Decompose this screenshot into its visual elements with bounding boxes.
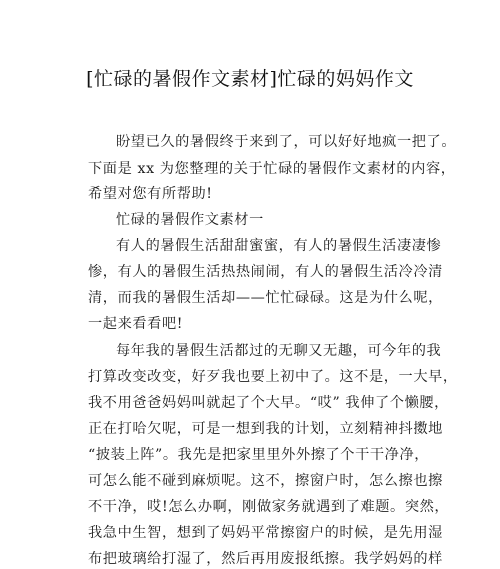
paragraph-line: 我急中生智，想到了妈妈平常擦窗户的时候，是先用湿 [88,525,443,541]
section-heading: 忙碌的暑假作文素材一 [116,212,264,228]
paragraph-line: 布把玻璃给打湿了，然后再用废报纸擦。我学妈妈的样 [88,551,443,567]
paragraph-line: 下面是 xx 为您整理的关于忙碌的暑假作文素材的内容， [88,161,456,177]
document-title: [忙碌的暑假作文素材]忙碌的妈妈作文 [86,68,414,90]
paragraph-line: 不干净，哎!怎么办啊，刚做家务就遇到了难题。突然， [88,499,450,515]
paragraph-line: 正在打哈欠呢，可是一想到我的计划，立刻精神抖擞地 [88,421,443,437]
paragraph-line: 惨，有人的暑假生活热热闹闹，有人的暑假生活冷冷清 [88,264,443,280]
paragraph-line: 每年我的暑假生活都过的无聊又无趣，可今年的我 [116,343,442,359]
paragraph-line: 我不用爸爸妈妈叫就起了个大早。“哎” 我伸了个懒腰， [88,395,449,411]
paragraph-line: 可怎么能不碰到麻烦呢。这不，擦窗户时，怎么擦也擦 [88,473,443,489]
paragraph-line: 盼望已久的暑假终于来到了，可以好好地疯一把了。 [116,134,457,150]
paragraph-line: 希望对您有所帮助! [88,186,213,202]
paragraph-line: 一起来看看吧! [88,316,184,332]
paragraph-line: “披装上阵”。我先是把家里里外外擦了个干干净净， [88,447,430,463]
paragraph-line: 清，而我的暑假生活却——忙忙碌碌。这是为什么呢， [88,290,443,306]
paragraph-line: 有人的暑假生活甜甜蜜蜜，有人的暑假生活凄凄惨 [116,238,442,254]
paragraph-line: 打算改变改变，好歹我也要上初中了。这不是，一大早， [88,369,458,385]
